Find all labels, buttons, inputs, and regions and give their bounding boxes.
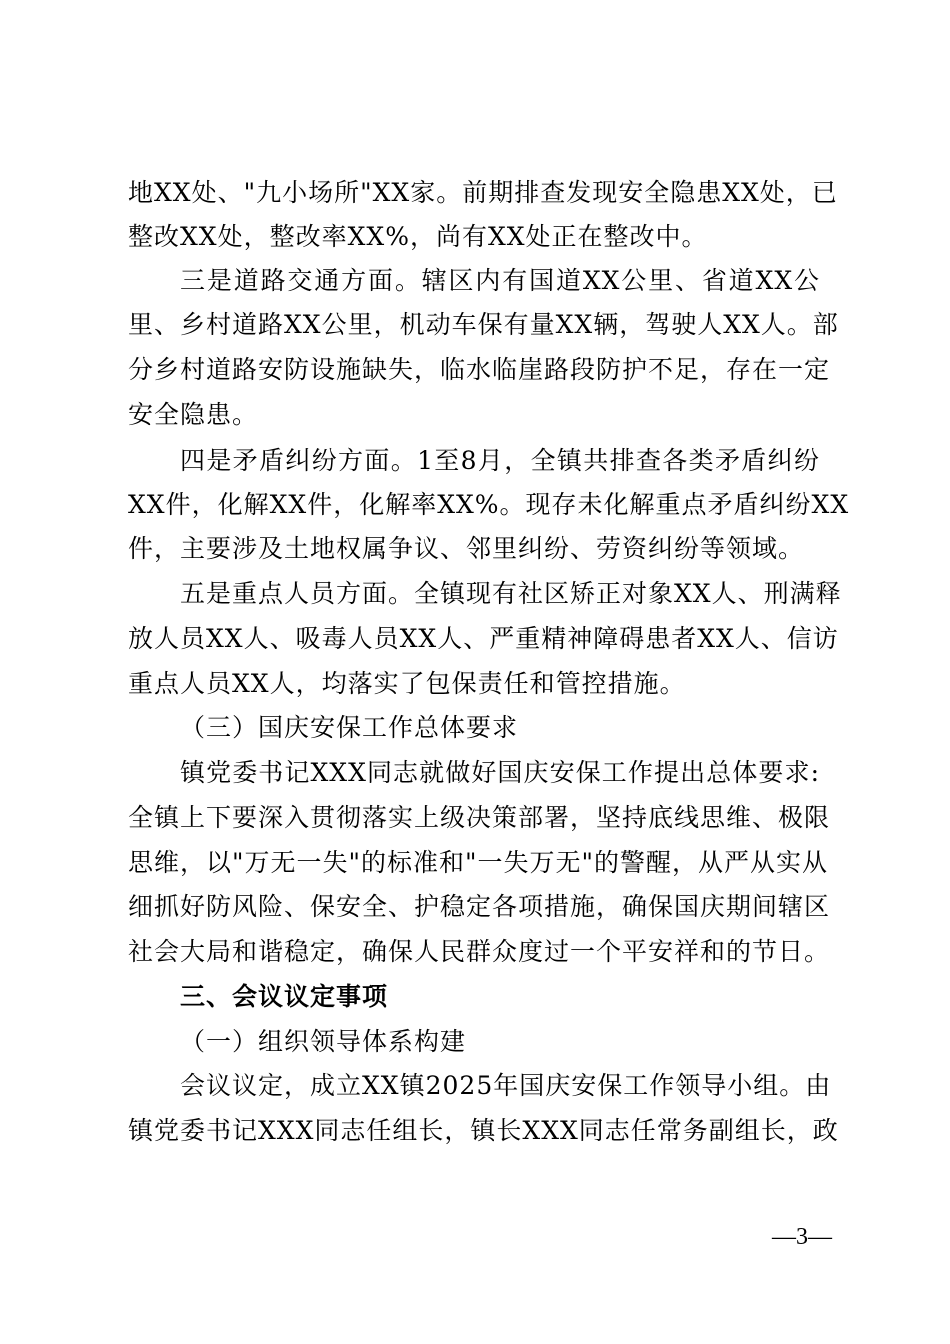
paragraph-line: 镇党委书记XXX同志任组长，镇长XXX同志任常务副组长，政	[128, 1116, 839, 1145]
paragraph-line: 安全隐患。	[128, 400, 259, 429]
subsection-heading: （三）国庆安保工作总体要求	[180, 713, 519, 742]
paragraph-line: 件，主要涉及土地权属争议、邻里纠纷、劳资纠纷等领域。	[128, 534, 805, 563]
paragraph-line: 里、乡村道路XX公里，机动车保有量XX辆，驾驶人XX人。部	[128, 310, 839, 339]
subsection-heading: （一）组织领导体系构建	[180, 1027, 467, 1056]
section-heading: 三、会议议定事项	[180, 982, 389, 1011]
paragraph-line: XX件，化解XX件，化解率XX%。现存未化解重点矛盾纠纷XX	[128, 490, 850, 519]
paragraph-line: 重点人员XX人，均落实了包保责任和管控措施。	[128, 669, 686, 698]
paragraph-line: 细抓好防风险、保安全、护稳定各项措施，确保国庆期间辖区	[128, 892, 831, 921]
paragraph-line: 三是道路交通方面。辖区内有国道XX公里、省道XX公	[180, 266, 820, 295]
paragraph-line: 五是重点人员方面。全镇现有社区矫正对象XX人、刑满释	[180, 579, 842, 608]
paragraph-line: 全镇上下要深入贯彻落实上级决策部署，坚持底线思维、极限	[128, 803, 831, 832]
paragraph-line: 整改XX处，整改率XX%，尚有XX处正在整改中。	[128, 222, 708, 251]
paragraph-line: 会议议定，成立XX镇2025年国庆安保工作领导小组。由	[180, 1071, 832, 1100]
paragraph-line: 社会大局和谐稳定，确保人民群众度过一个平安祥和的节日。	[128, 937, 831, 966]
paragraph-line: 镇党委书记XXX同志就做好国庆安保工作提出总体要求:	[180, 758, 820, 787]
paragraph-line: 分乡村道路安防设施缺失，临水临崖路段防护不足，存在一定	[128, 355, 831, 384]
paragraph-line: 四是矛盾纠纷方面。1至8月，全镇共排查各类矛盾纠纷	[180, 446, 820, 475]
page-number: —3—	[772, 1224, 832, 1250]
paragraph-line: 放人员XX人、吸毒人员XX人、严重精神障碍患者XX人、信访	[128, 624, 839, 653]
paragraph-line: 地XX处、"九小场所"XX家。前期排查发现安全隐患XX处，已	[128, 178, 838, 207]
paragraph-line: 思维，以"万无一失"的标准和"一失万无"的警醒，从严从实从	[128, 848, 828, 877]
